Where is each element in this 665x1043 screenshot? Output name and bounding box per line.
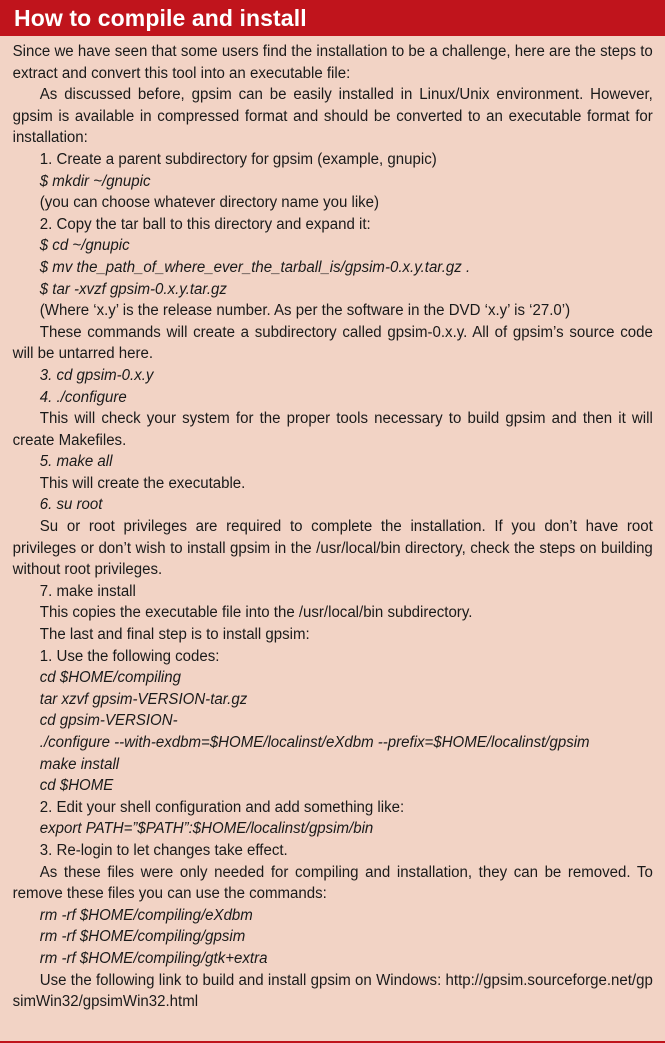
rm-command-2: rm -rf $HOME/compiling/gpsim <box>39 928 246 946</box>
code-export: export PATH=”$PATH”:$HOME/localinst/gpsim/bin <box>39 820 374 838</box>
note-root: Su or root privileges are required to complete the installation. If you don’t have root privileges or don’t wish to install gpsim in the /usr/local/bin directory, check the steps on building without root privileges. <box>12 518 653 579</box>
box-title: How to compile and install <box>14 4 307 31</box>
step-1: 1. Create a parent subdirectory for gpsim (example, gnupic) <box>39 150 437 168</box>
note-copies: This copies the executable file into the /usr/local/bin subdirectory. <box>39 604 473 622</box>
box-header <box>0 0 665 36</box>
command-mkdir: $ mkdir ~/gnupic <box>39 172 151 190</box>
command-mv: $ mv the_path_of_where_ever_the_tarball_is/gpsim-0.x.y.tar.gz . <box>39 258 471 276</box>
note-make-all: This will create the executable. <box>39 474 246 492</box>
code-line-6: cd $HOME <box>39 777 114 795</box>
note-subdirectory: These commands will create a subdirectory called gpsim-0.x.y. All of gpsim’s source code will be untarred here. <box>12 323 653 363</box>
note-dirname: (you can choose whatever directory name you like) <box>39 194 380 212</box>
code-line-5: make install <box>39 755 120 773</box>
code-line-2: tar xzvf gpsim-VERSION-tar.gz <box>39 690 248 708</box>
note-remove: As these files were only needed for compiling and installation, they can be removed. To remove these files you can use the commands: <box>12 863 653 903</box>
box-content <box>0 36 663 1013</box>
final-step-1: 1. Use the following codes: <box>39 647 220 665</box>
rm-command-1: rm -rf $HOME/compiling/eXdbm <box>39 906 253 924</box>
code-line-1: cd $HOME/compiling <box>39 669 181 687</box>
step-3: 3. cd gpsim-0.x.y <box>39 366 154 384</box>
code-line-3: cd gpsim-VERSION- <box>39 712 178 730</box>
step-6: 6. su root <box>39 496 103 514</box>
paragraph-intro: Since we have seen that some users find the installation to be a challenge, here are the steps to extract and convert this tool into an executable file: <box>12 43 653 82</box>
step-7: 7. make install <box>39 582 136 600</box>
paragraph-discussed: As discussed before, gpsim can be easily installed in Linux/Unix environment. However, gpsim is available in compressed format and should be converted to an executable format for installation: <box>12 86 653 147</box>
step-5: 5. make all <box>39 453 113 471</box>
note-final: The last and final step is to install gpsim: <box>39 626 310 644</box>
rm-command-3: rm -rf $HOME/compiling/gtk+extra <box>39 949 268 967</box>
step-2: 2. Copy the tar ball to this directory and expand it: <box>39 215 371 233</box>
command-cd: $ cd ~/gnupic <box>39 237 130 255</box>
command-tar: $ tar -xvzf gpsim-0.x.y.tar.gz <box>39 280 227 298</box>
note-windows: Use the following link to build and install gpsim on Windows: http://gpsim.sourceforge.net/gpsimWin32/gpsimWin32.html <box>12 971 653 1011</box>
note-configure: This will check your system for the proper tools necessary to build gpsim and then it will create Makefiles. <box>12 410 653 449</box>
step-4: 4. ./configure <box>39 388 127 406</box>
code-line-4: ./configure --with-exdbm=$HOME/localinst/eXdbm --prefix=$HOME/localinst/gpsim <box>39 734 590 751</box>
final-step-2: 2. Edit your shell configuration and add something like: <box>39 798 405 816</box>
final-step-3: 3. Re-login to let changes take effect. <box>39 841 288 859</box>
note-release: (Where ‘x.y’ is the release number. As per the software in the DVD ‘x.y’ is ‘27.0’) <box>39 302 571 320</box>
